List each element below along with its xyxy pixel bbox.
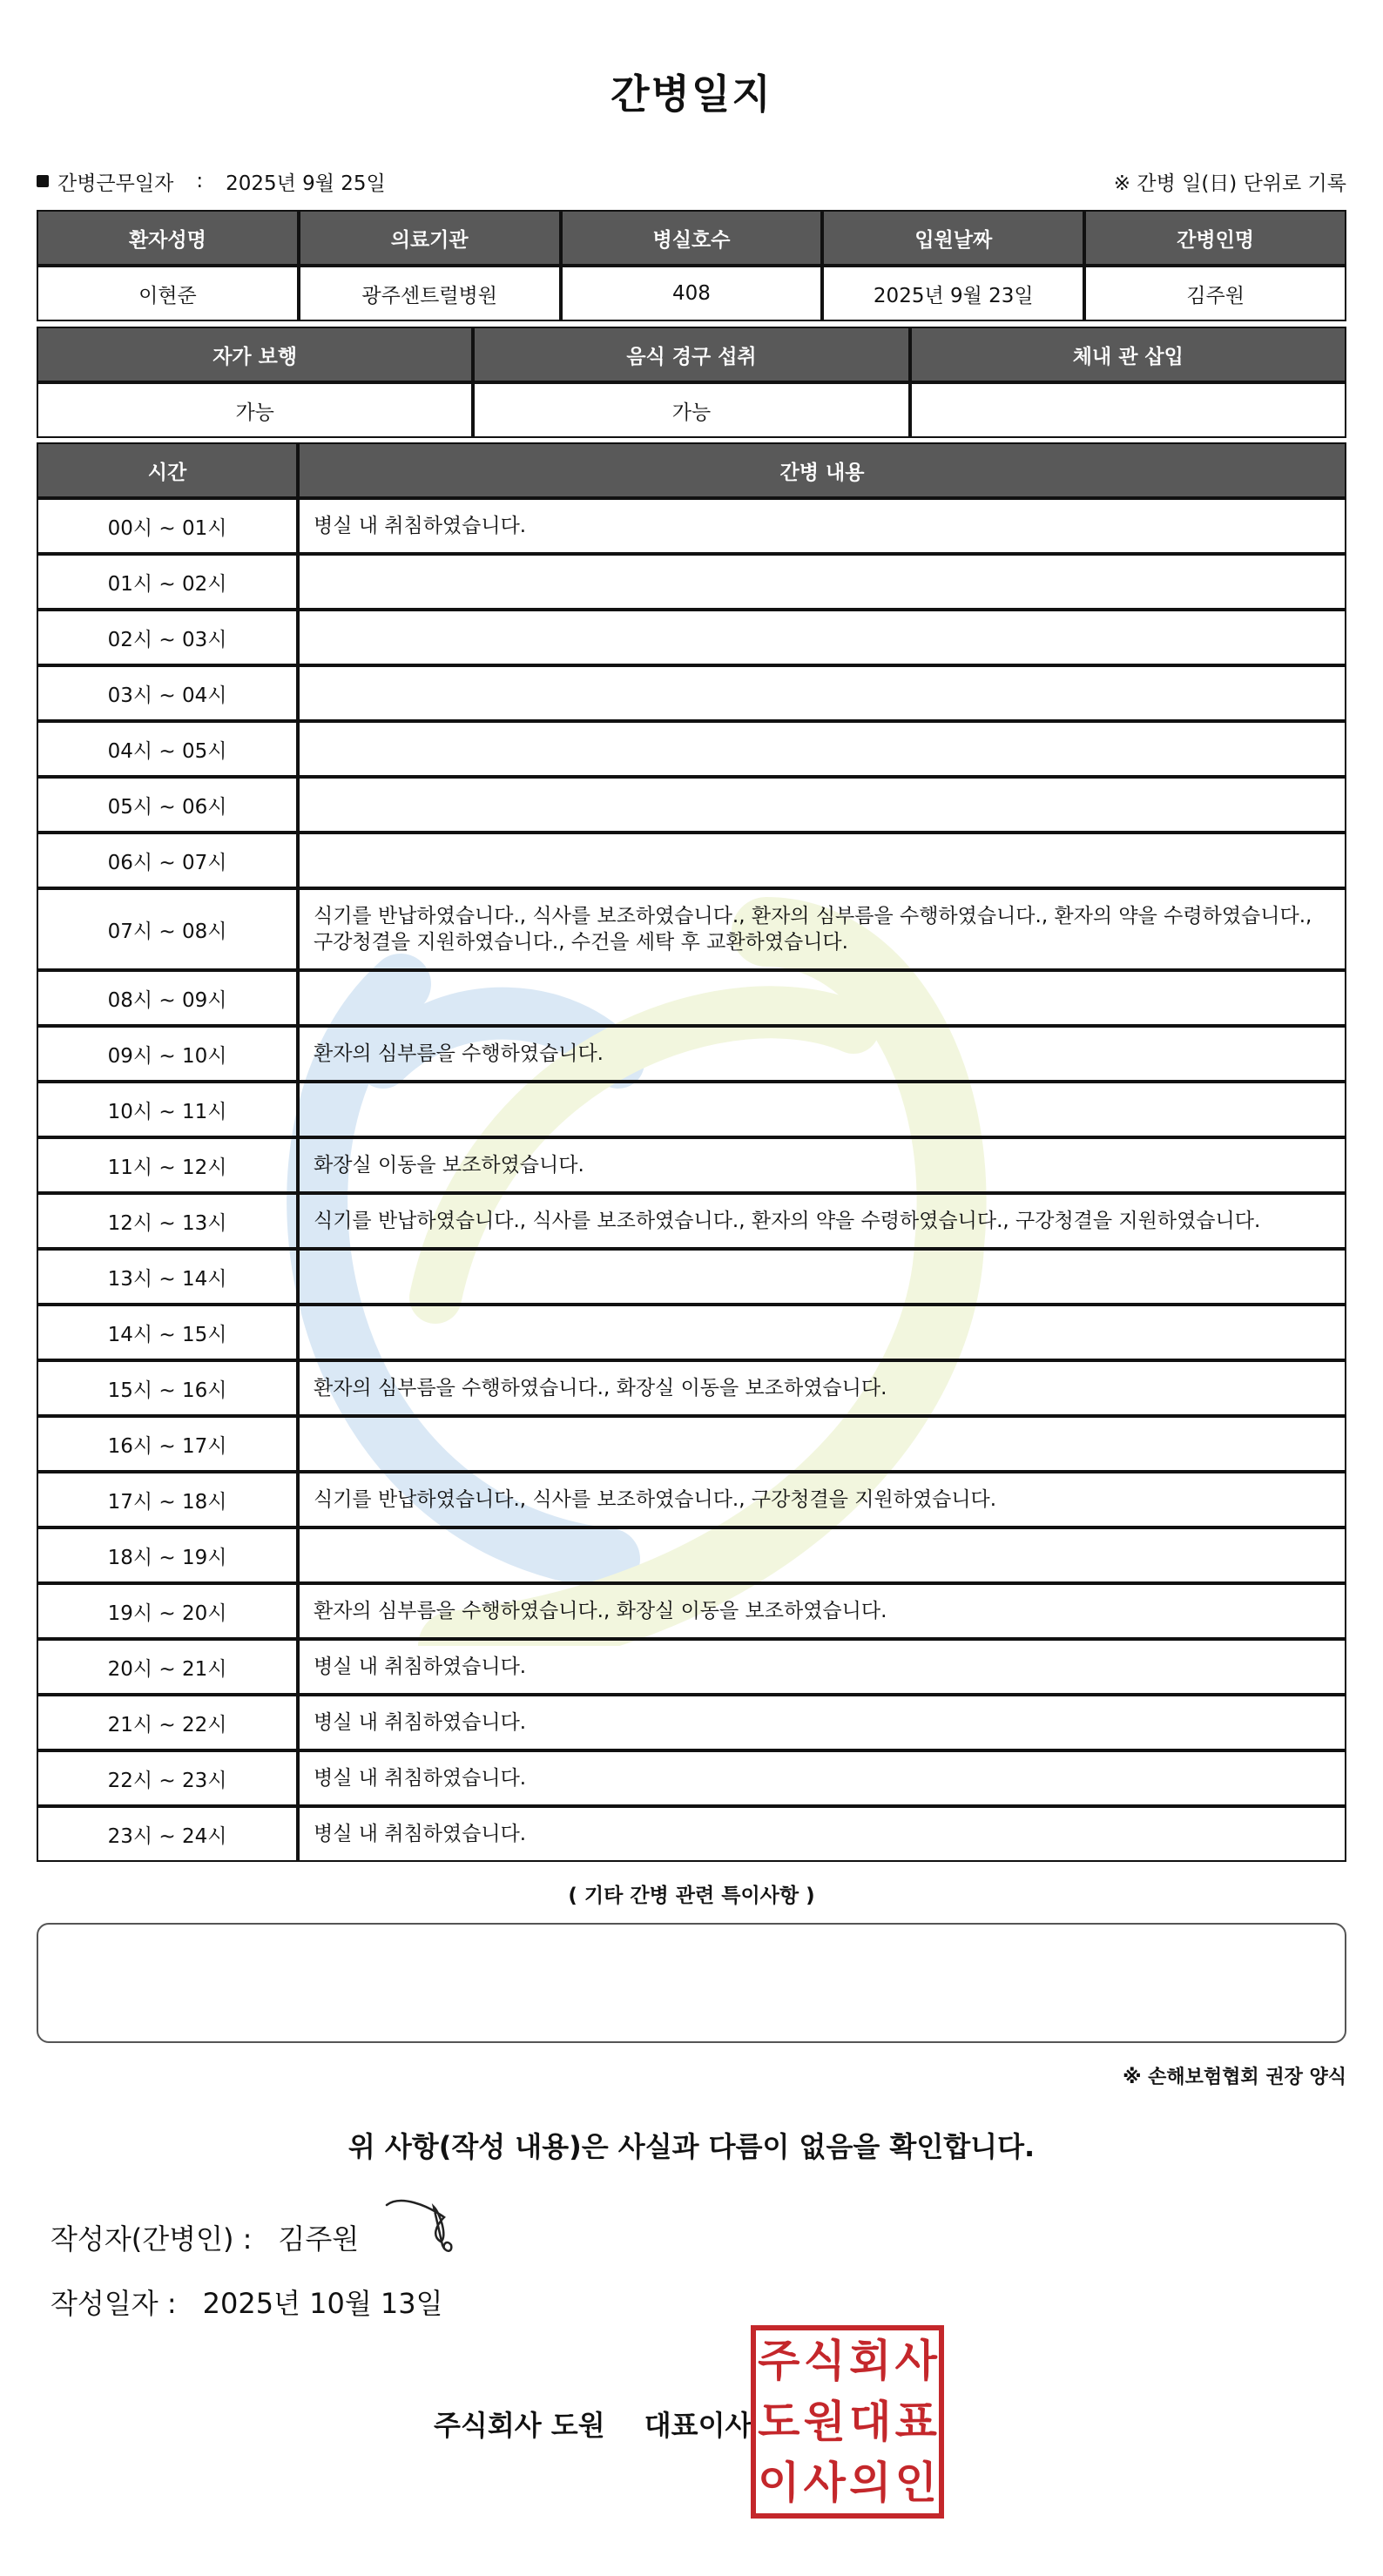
log-row [37, 1249, 1346, 1305]
header-hospital: 의료기관 [299, 210, 561, 266]
log-time: 16시 ~ 17시 [37, 1416, 298, 1472]
log-time: 04시 ~ 05시 [37, 721, 298, 777]
log-content: 병실 내 취침하였습니다. [298, 1639, 1346, 1695]
log-content: 병실 내 취침하였습니다. [298, 498, 1346, 554]
log-time: 18시 ~ 19시 [37, 1527, 298, 1583]
oral-intake-value: 가능 [473, 382, 909, 438]
info-value-row [37, 266, 1346, 321]
log-content: 환자의 심부름을 수행하였습니다., 화장실 이동을 보조하였습니다. [298, 1583, 1346, 1639]
log-content: 식기를 반납하였습니다., 식사를 보조하였습니다., 환자의 심부름을 수행하였습니다., 환자의 약을 수령하였습니다., 구강청결을 지원하였습니다., 수건을 세탁 후 교환하였습니다. [298, 888, 1346, 970]
header-patient-name: 환자성명 [37, 210, 299, 266]
log-content: 환자의 심부름을 수행하였습니다., 화장실 이동을 보조하였습니다. [298, 1360, 1346, 1416]
seal-char: 회 [849, 2335, 892, 2386]
log-row [37, 1026, 1346, 1082]
log-row [37, 554, 1346, 610]
written-date-value: 2025년 10월 13일 [202, 2287, 443, 2320]
log-content [298, 1249, 1346, 1305]
seal-char: 원 [803, 2396, 846, 2447]
header-care-content: 간병 내용 [298, 442, 1346, 498]
log-content [298, 833, 1346, 888]
log-row [37, 1193, 1346, 1249]
log-time: 08시 ~ 09시 [37, 970, 298, 1026]
confirmation-statement: 위 사항(작성 내용)은 사실과 다름이 없음을 확인합니다. [347, 2130, 1036, 2163]
record-unit-note: ※ 간병 일(日) 단위로 기록 [1113, 172, 1346, 195]
square-bullet-icon [37, 175, 49, 187]
header-tube-insertion: 체내 관 삽입 [910, 327, 1346, 382]
log-row [37, 1305, 1346, 1360]
meta-row [37, 165, 1346, 197]
care-log-table [37, 442, 1346, 1862]
recommended-form-note: ※ 손해보험협회 권장 양식 [1123, 2067, 1346, 2088]
work-date [37, 167, 386, 196]
work-date-colon: : [196, 170, 204, 192]
page-title: 간병일지 [611, 71, 772, 118]
seal-stamp [751, 2325, 944, 2519]
log-row [37, 1527, 1346, 1583]
log-row [37, 833, 1346, 888]
log-time: 19시 ~ 20시 [37, 1583, 298, 1639]
seal-char: 사 [803, 2457, 846, 2508]
log-time: 22시 ~ 23시 [37, 1750, 298, 1806]
log-content: 환자의 심부름을 수행하였습니다. [298, 1026, 1346, 1082]
patient-name: 이현준 [37, 266, 299, 321]
special-notes-heading: ( 기타 간병 관련 특이사항 ) [568, 1885, 815, 1907]
log-row [37, 610, 1346, 665]
log-content: 병실 내 취침하였습니다. [298, 1750, 1346, 1806]
log-content [298, 554, 1346, 610]
writer-label: 작성자(간병인) : [51, 2222, 253, 2256]
self-walking-value: 가능 [37, 382, 473, 438]
log-content: 식기를 반납하였습니다., 식사를 보조하였습니다., 구강청결을 지원하였습니다. [298, 1472, 1346, 1527]
company-signature-line [434, 2404, 752, 2444]
log-content [298, 777, 1346, 833]
seal-char: 대 [849, 2396, 892, 2447]
log-row [37, 1806, 1346, 1862]
seal-char: 주 [758, 2335, 800, 2386]
log-row [37, 1137, 1346, 1193]
log-time: 10시 ~ 11시 [37, 1082, 298, 1137]
log-row [37, 1082, 1346, 1137]
log-time: 13시 ~ 14시 [37, 1249, 298, 1305]
log-time: 17시 ~ 18시 [37, 1472, 298, 1527]
log-row [37, 1472, 1346, 1527]
log-time: 20시 ~ 21시 [37, 1639, 298, 1695]
log-content: 병실 내 취침하였습니다. [298, 1695, 1346, 1750]
log-time: 11시 ~ 12시 [37, 1137, 298, 1193]
log-row [37, 970, 1346, 1026]
log-time: 12시 ~ 13시 [37, 1193, 298, 1249]
log-content: 식기를 반납하였습니다., 식사를 보조하였습니다., 환자의 약을 수령하였습니다., 구강청결을 지원하였습니다. [298, 1193, 1346, 1249]
log-row [37, 1583, 1346, 1639]
log-content [298, 970, 1346, 1026]
log-time: 06시 ~ 07시 [37, 833, 298, 888]
patient-info-table [37, 210, 1346, 321]
hospital-name: 광주센트럴병원 [299, 266, 561, 321]
log-row [37, 777, 1346, 833]
header-oral-intake: 음식 경구 섭취 [473, 327, 909, 382]
log-row [37, 1695, 1346, 1750]
tube-insertion-value [910, 382, 1346, 438]
log-content [298, 1527, 1346, 1583]
log-row [37, 1416, 1346, 1472]
seal-char: 도 [758, 2396, 800, 2447]
log-row [37, 721, 1346, 777]
log-time: 14시 ~ 15시 [37, 1305, 298, 1360]
work-date-label: 간병근무일자 [57, 172, 174, 195]
written-date-row [51, 2282, 443, 2322]
log-time: 02시 ~ 03시 [37, 610, 298, 665]
seal-char: 식 [803, 2335, 846, 2386]
header-self-walking: 자가 보행 [37, 327, 473, 382]
seal-char: 이 [758, 2457, 800, 2508]
log-row [37, 665, 1346, 721]
header-time: 시간 [37, 442, 298, 498]
log-content: 화장실 이동을 보조하였습니다. [298, 1137, 1346, 1193]
header-caregiver-name: 간병인명 [1084, 210, 1346, 266]
log-time: 05시 ~ 06시 [37, 777, 298, 833]
company-ceo-title: 대표이사 [644, 2409, 752, 2442]
admission-date: 2025년 9월 23일 [822, 266, 1084, 321]
log-time: 03시 ~ 04시 [37, 665, 298, 721]
log-content [298, 610, 1346, 665]
header-admission-date: 입원날짜 [822, 210, 1084, 266]
seal-char: 표 [894, 2396, 937, 2447]
log-content [298, 665, 1346, 721]
company-name: 주식회사 도원 [434, 2409, 605, 2442]
log-row [37, 888, 1346, 970]
work-date-value: 2025년 9월 25일 [226, 172, 386, 195]
room-number: 408 [561, 266, 823, 321]
status-value-row [37, 382, 1346, 438]
seal-char: 사 [894, 2335, 937, 2386]
signature-mark [383, 2188, 470, 2257]
log-time: 15시 ~ 16시 [37, 1360, 298, 1416]
caregiver-name: 김주원 [1084, 266, 1346, 321]
header-room-number: 병실호수 [561, 210, 823, 266]
log-row [37, 498, 1346, 554]
log-time: 21시 ~ 22시 [37, 1695, 298, 1750]
log-content [298, 1305, 1346, 1360]
writer-row [51, 2217, 359, 2257]
log-content [298, 721, 1346, 777]
log-row [37, 1639, 1346, 1695]
log-header-row [37, 442, 1346, 498]
company-seal [751, 2325, 944, 2519]
special-notes-box [37, 1923, 1346, 2043]
patient-status-table [37, 327, 1346, 438]
log-row [37, 1360, 1346, 1416]
writer-name: 김주원 [278, 2222, 360, 2256]
log-time: 07시 ~ 08시 [37, 888, 298, 970]
log-content: 병실 내 취침하였습니다. [298, 1806, 1346, 1862]
log-time: 00시 ~ 01시 [37, 498, 298, 554]
info-header-row [37, 210, 1346, 266]
log-row [37, 1750, 1346, 1806]
seal-char: 인 [894, 2457, 937, 2508]
log-content [298, 1082, 1346, 1137]
written-date-label: 작성일자 : [51, 2287, 177, 2320]
log-time: 01시 ~ 02시 [37, 554, 298, 610]
log-time: 23시 ~ 24시 [37, 1806, 298, 1862]
log-content [298, 1416, 1346, 1472]
seal-char: 의 [849, 2457, 892, 2508]
status-header-row [37, 327, 1346, 382]
log-time: 09시 ~ 10시 [37, 1026, 298, 1082]
